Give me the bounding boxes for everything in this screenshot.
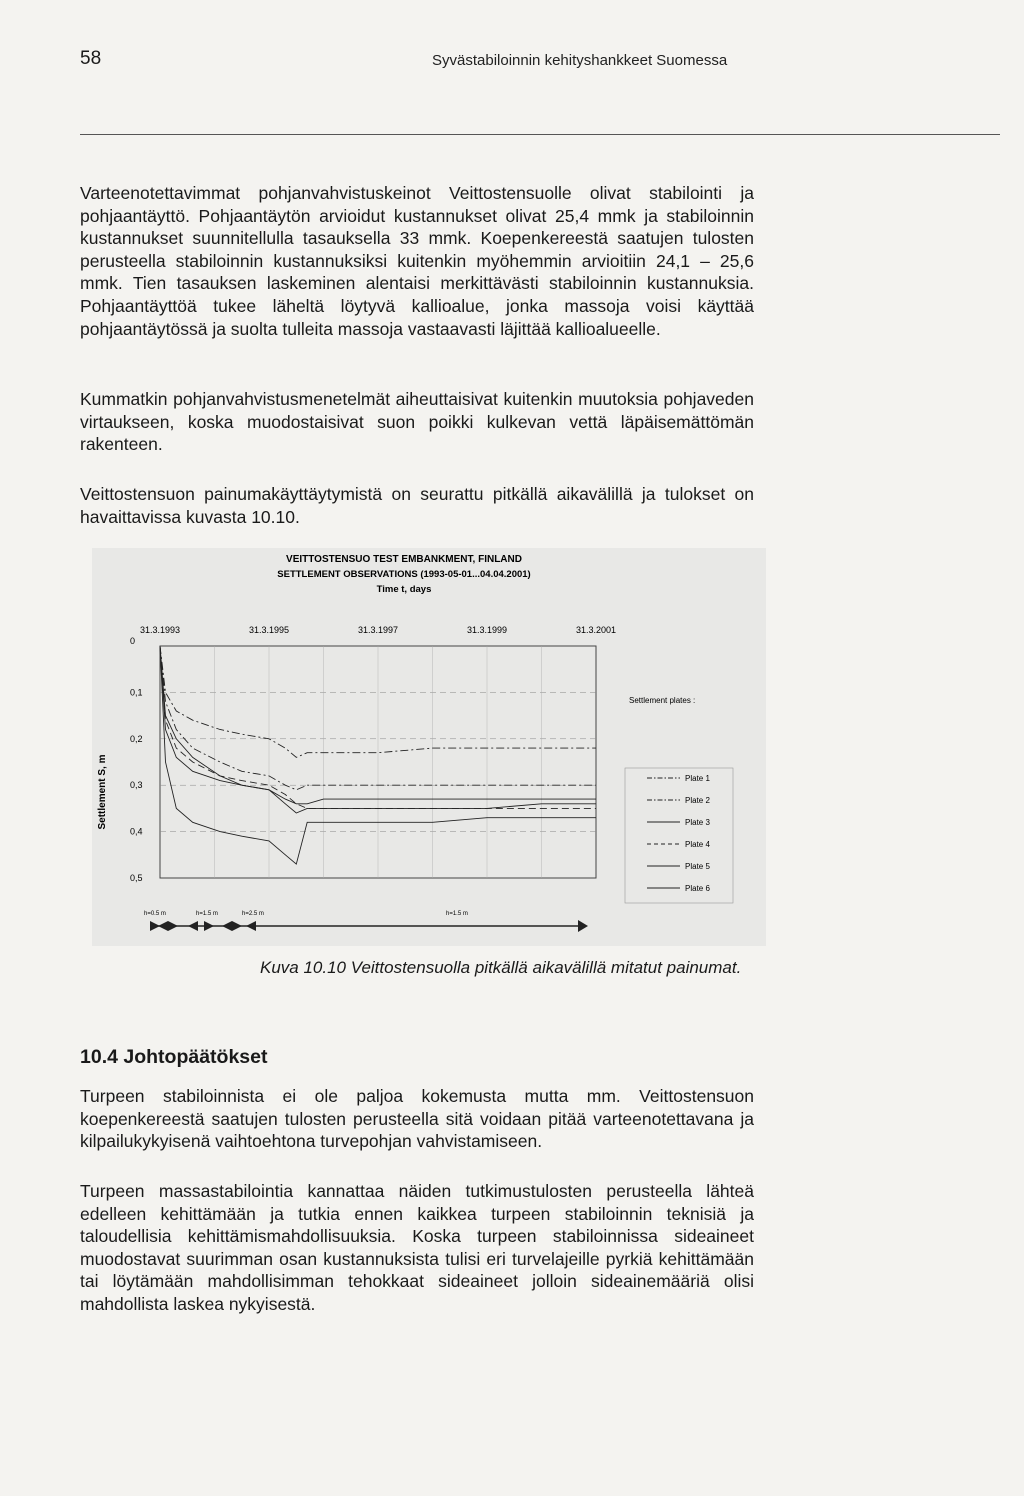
paragraph-text: Turpeen massastabilointia kannattaa näiden tutkimustulosten perusteella lähteä edelleen kehittämään ja tutkia ennen kaikkea turpeen stabiloinnin teknisiä ja taloudellisia kehittämismahdollisuuksia. Koska turpeen stabiloinnissa sideaineet muodostavat suurimman osan kustannuksista tulisi eri turvelajeille pyrkiä kehittämään tai löytämään mahdollisimman tehokkaat sideaineet jolloin sideainemääriä olisi mahdollista laskea nykyisestä. [80,1181,754,1314]
x-tick-label: 31.3.2001 [575,625,617,635]
legend-label: Plate 5 [685,862,710,871]
legend-label: Plate 3 [685,818,710,827]
paragraph-text: Kummatkin pohjanvahvistusmenetelmät aiheuttaisivat kuitenkin muutoksia pohjaveden virtaukseen, koska muodostaisivat suon poikki kulkevan vettä läpäisemättömän rakenteen. [80,389,754,455]
y-tick-label: 0,1 [130,687,143,698]
x-tick-label: 31.3.1999 [466,625,508,635]
y-tick-label: 0,4 [130,826,143,837]
paragraph-text: Turpeen stabiloinnista ei ole paljoa kokemusta mutta mm. Veittostensuon koepenkereestä saatujen tulosten perusteella sitä voidaan pitää varteenotettavana ja kilpailukykyisenä vaihtoehtona turvepohjan vahvistamiseen. [80,1086,754,1152]
fill-height-markers [144,911,588,932]
paragraph-text: Varteenotettavimmat pohjanvahvistuskeinot Veittostensuolle olivat stabilointi ja pohjaantäyttö. Pohjaantäytön arvioidut kustannukset olivat 25,4 mmk ja stabiloinnin kustannukset suunnitellulla tasauksella 33 mmk. Koepenkereestä saatujen tulosten perusteella stabiloinnin kustannuksiksi kuitenkin myöhemmin arvioitiin 24,1 – 25,6 mmk. Tien tasauksen laskeminen alentaisi merkittävästi stabiloinnin kustannuksia. Pohjaantäyttöä tukee läheltä löytyvä kallioalue, jonka massoja voisi käyttää pohjaantäytössä ja suolta tulleita massoja vastaavasti läjittää kallioalueelle. [80,183,754,339]
chart-x-axis-label: Time t, days [376,584,432,595]
settlement-chart [92,548,766,946]
legend-label: Plate 6 [685,884,710,893]
paragraph [80,388,754,476]
timeline-arrowhead [232,921,242,931]
timeline-arrowhead [158,921,168,931]
timeline-arrowhead [168,921,178,931]
chart-y-axis-label: Settlement S, m [97,754,108,830]
timeline-arrowhead [188,921,198,931]
y-tick-label: 0 [130,636,136,646]
x-tick-label: 31.3.1995 [248,625,290,635]
chart-legend [647,774,710,893]
figure-caption: Kuva 10.10 Veittostensuolla pitkällä aikavälillä mitatut painumat. [260,958,742,977]
timeline-arrowhead [204,921,214,931]
section-heading: 10.4 Johtopäätökset [80,1046,268,1068]
y-tick-label: 0,5 [130,873,143,883]
paragraph [80,483,754,548]
timeline-arrowhead [246,921,256,931]
paragraph [80,182,754,360]
x-tick-label: 31.3.1993 [139,625,181,635]
fill-height-label: h=0.5 m [144,911,166,917]
legend-box [625,768,733,903]
legend-title: Settlement plates : [629,696,696,705]
chart-title: VEITTOSTENSUO TEST EMBANKMENT, FINLAND [286,554,522,565]
x-tick-label: 31.3.1997 [357,625,399,635]
y-tick-label: 0,2 [130,733,143,744]
x-axis-ticks [140,625,616,635]
page-number: 58 [80,48,102,69]
timeline-arrowhead [578,920,588,932]
legend-label: Plate 4 [685,840,710,849]
y-tick-label: 0,3 [130,780,143,791]
paragraph [80,1180,754,1336]
paragraph [80,1085,754,1173]
paragraph-text: Veittostensuon painumakäyttäytymistä on seurattu pitkällä aikavälillä ja tulokset on havaittavissa kuvasta 10.10. [80,484,754,527]
running-header: Syvästabiloinnin kehityshankkeet Suomessa [432,52,728,69]
settlement-figure [92,548,766,946]
plot-grid [160,646,596,878]
fill-height-label: h=1.5 m [446,911,468,917]
fill-height-label: h=2.5 m [242,911,264,917]
chart-subtitle: SETTLEMENT OBSERVATIONS (1993-05-01...04.04.2001) [277,569,531,580]
timeline-arrowhead [222,921,232,931]
y-axis-ticks [130,636,143,883]
fill-height-label: h=1.5 m [196,911,218,917]
legend-label: Plate 2 [685,796,710,805]
legend-label: Plate 1 [685,774,710,783]
header-divider [80,134,1000,135]
